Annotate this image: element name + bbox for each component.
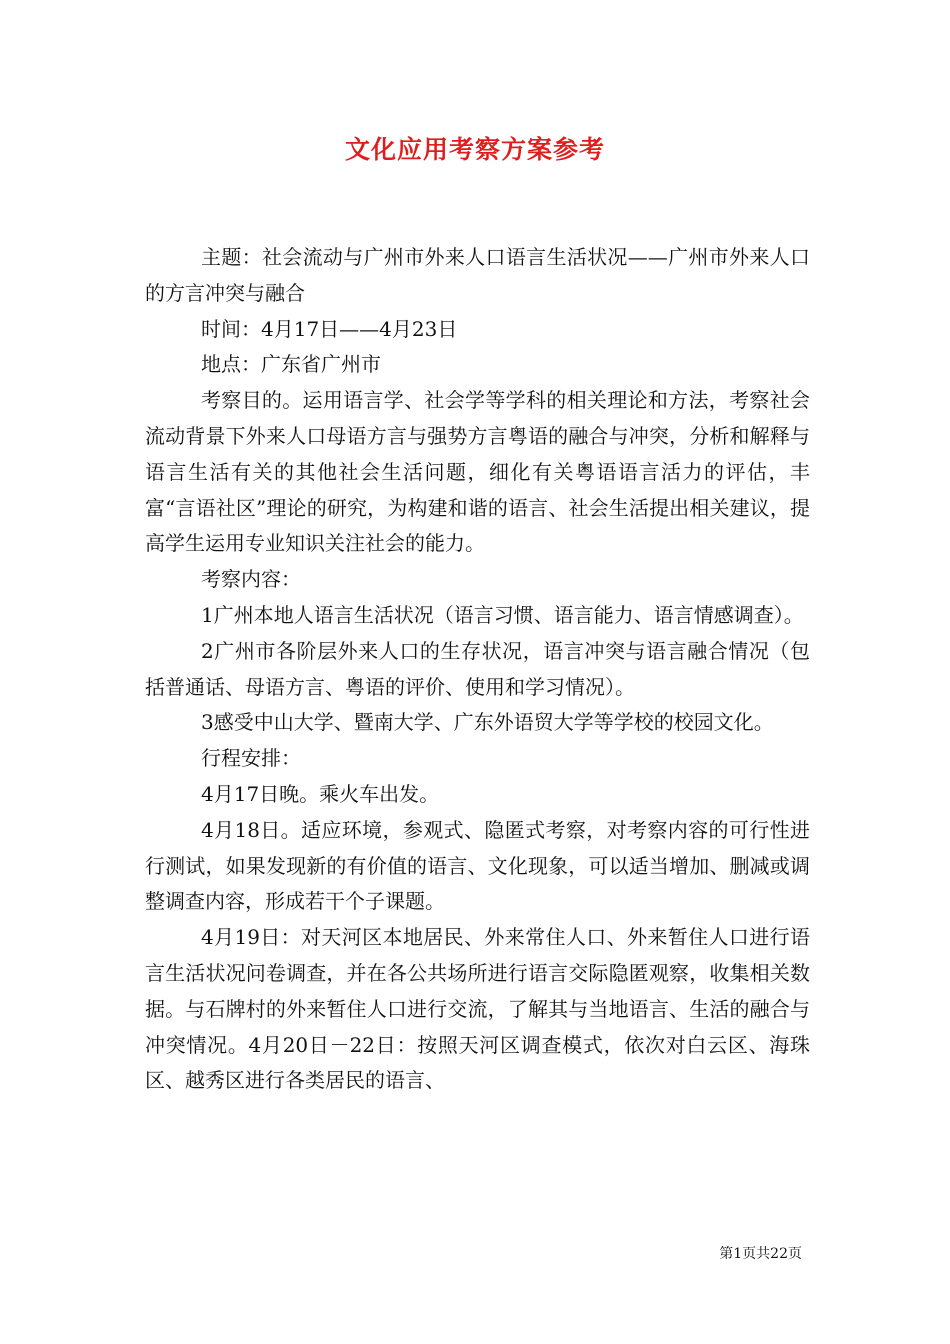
- paragraph-schedule-day-19: 4月19日：对天河区本地居民、外来常住人口、外来暂住人口进行语言生活状况问卷调查，并在各公共场所进行语言交际隐匿观察，收集相关数据。与石牌村的外来暂住人口进行交流，了解其与当地语言、生活的融合与冲突情况。4月20日－22日：按照天河区调查模式，依次对白云区、海珠区、越秀区进行各类居民的语言、: [145, 925, 810, 1093]
- paragraph-schedule-day-18: 4月18日。适应环境，参观式、隐匿式考察，对考察内容的可行性进行测试，如果发现新的有价值的语言、文化现象，可以适当增加、删减或调整调查内容，形成若干个子课题。: [145, 817, 810, 914]
- paragraph-topic: 主题：社会流动与广州市外来人口语言生活状况——广州市外来人口的方言冲突与融合: [145, 245, 810, 305]
- paragraph-location: 地点：广东省广州市: [201, 352, 381, 377]
- page-number: 第1页共22页: [719, 1246, 802, 1262]
- paragraph-content-item-1: 1广州本地人语言生活状况（语言习惯、语言能力、语言情感调查）。: [201, 602, 804, 627]
- paragraph-schedule-heading: 行程安排：: [201, 746, 301, 771]
- document-title: 文化应用考察方案参考: [344, 135, 605, 164]
- paragraph-schedule-day-17: 4月17日晚。乘火车出发。: [201, 781, 440, 806]
- paragraph-content-item-3: 3感受中山大学、暨南大学、广东外语贸大学等学校的校园文化。: [201, 710, 774, 735]
- document-body: [145, 240, 810, 1099]
- paragraph-purpose: 考察目的。运用语言学、社会学等学科的相关理论和方法，考察社会流动背景下外来人口母语方言与强势方言粤语的融合与冲突，分析和解释与语言生活有关的其他社会生活问题，细化有关粤语语言活力的评估，丰富“言语社区”理论的研究，为构建和谐的语言、社会生活提出相关建议，提高学生运用专业知识关注社会的能力。: [145, 388, 810, 556]
- paragraph-time: 时间：4月17日——4月23日: [201, 316, 458, 341]
- paragraph-content-item-2: 2广州市各阶层外来人口的生存状况，语言冲突与语言融合情况（包括普通话、母语方言、粤语的评价、使用和学习情况）。: [145, 638, 810, 699]
- paragraph-content-heading: 考察内容：: [201, 567, 301, 592]
